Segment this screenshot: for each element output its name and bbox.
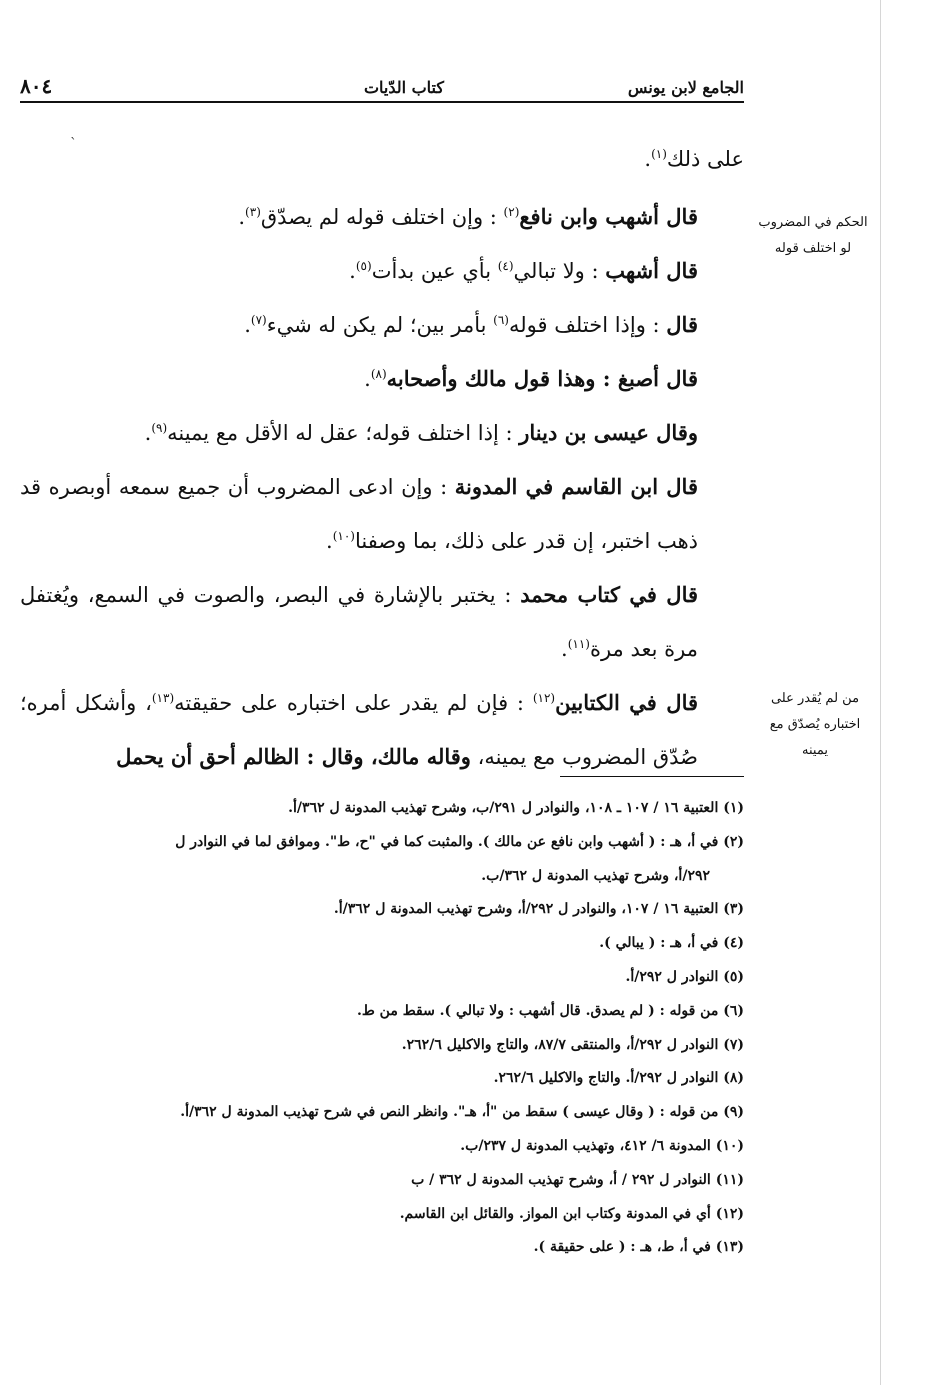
speaker: قال: [666, 312, 698, 337]
footnote: (١٣) في أ، ط، هـ : ( على حقيقة ).: [533, 1239, 744, 1256]
speaker: قال في الكتابين: [555, 690, 699, 715]
speaker: وقال عيسى بن دينار: [519, 420, 698, 445]
running-title-chapter: كتاب الدّيات: [363, 78, 444, 97]
footnote: (٦) من قوله : ( لم يصدق. قال أشهب : ولا تبالي ). سقط من ط.: [356, 1002, 744, 1019]
footnote-ref: (٣): [245, 205, 261, 219]
footnote-ref: (٨): [370, 367, 387, 381]
paragraph-8: قال في الكتابين$^{(١٢)}$ : فإن لم يقدر على اختباره على حقيقته$^{(١٣)}$، وأشكل أمره؛ صُدّق المضروب مع يمينه، وقاله مالك، وقال : الظالم أحق أن يحمل: [20, 690, 699, 769]
footnote-ref: (١٠): [332, 529, 355, 543]
footnote-ref: (٦): [493, 313, 509, 327]
footnote: (١٠) المدونة ٦/ ٤١٢، وتهذيب المدونة ل ٢٣٧/ب.: [460, 1137, 744, 1154]
paragraph-7: قال في كتاب محمد : يختبر بالإشارة في البصر، والصوت في السمع، ويُغتفل مرة بعد مرة$^{(١١)}$.: [20, 582, 699, 661]
footnote-ref: (١٣): [151, 691, 175, 705]
footnote-ref: (٤): [497, 259, 514, 273]
footnote: (٩) من قوله : ( وقال عيسى ) سقط من "أ، هـ". وانظر النص في شرح تهذيب المدونة ل ٣٦٢/أ.: [180, 1104, 744, 1121]
footnote-ref: (٢): [503, 205, 520, 219]
footnote: (٧) النوادر ل ٢٩٢/أ، والمنتقى ٨٧/٧، والتاج والاكليل ٢٦٢/٦.: [401, 1036, 744, 1053]
margin-note-2: من لم يُقدر على اختباره يُصدّق مع يمينه: [769, 691, 861, 758]
footnote: (٤) في أ، هـ : ( يبالي ).: [599, 935, 744, 952]
footnote-continuation: ٢٩٢/أ، وشرح تهذيب المدونة ل ٣٦٢/ب.: [481, 867, 710, 884]
paragraph-6: قال ابن القاسم في المدونة : وإن ادعى المضروب أن جميع سمعه أوبصره قد ذهب اختبر، إن قدر على ذلك، بما وصفنا$^{(١٠)}$.: [20, 474, 698, 553]
footnote: (١٢) أي في المدونة وكتاب ابن المواز. والقائل ابن القاسم.: [399, 1205, 744, 1222]
footnote: (٨) النوادر ل ٢٩٢/أ. والتاج والاكليل ٢٦٢/٦.: [493, 1070, 744, 1087]
speaker: قال أشهب وابن نافع: [519, 204, 698, 229]
scan-speck: `: [70, 136, 77, 152]
footnote-ref: (١١): [567, 637, 590, 651]
footnote-ref: (٩): [151, 421, 168, 435]
page-number: ٨٠٤: [20, 74, 53, 98]
speaker: قال أصبغ: [617, 366, 698, 391]
main-text: [20, 132, 744, 784]
footnote-separator: [560, 776, 744, 777]
running-title-book: الجامع لابن يونس: [627, 78, 744, 97]
footnote: (٢) في أ، هـ : ( أشهب وابن نافع عن مالك ). والمثبت كما في "ح، ط". وموافق لما في النوادر ل: [175, 833, 744, 850]
paragraph-3: قال : وإذا اختلف قوله$^{(٦)}$ بأمر بين؛ لم يكن له شيء$^{(٧)}$.: [244, 312, 698, 337]
footnote-ref: (٥): [355, 259, 372, 273]
footnote: (٣) العتبية ١٦ / ١٠٧، والنوادر ل ٢٩٢/أ، وشرح تهذيب المدونة ل ٣٦٢/أ.: [333, 901, 744, 918]
margin-note-1: الحكم في المضروب لو اختلف قوله: [758, 215, 868, 256]
footnote: (١) العتبية ١٦ / ١٠٧ ـ ١٠٨، والنوادر ل ٢٩١/ب، وشرح تهذيب المدونة ل ٣٦٢/أ.: [288, 800, 744, 816]
paragraph-0: على ذلك$^{(١)}$.: [644, 147, 744, 171]
footnote: (١١) النوادر ل ٢٩٢ / أ، وشرح تهذيب المدونة ل ٣٦٢ / ب: [411, 1171, 744, 1188]
footnotes: [20, 792, 744, 1265]
paragraph-1: قال أشهب وابن نافع$^{(٢)}$ : وإن اختلف قوله لم يصدّق$^{(٣)}$.: [238, 204, 698, 229]
scan-edge-line: [880, 0, 881, 1385]
footnote-ref: (٧): [250, 313, 267, 327]
footnote-ref: (١٢): [532, 691, 556, 705]
speaker: قال ابن القاسم في المدونة: [454, 474, 698, 499]
paragraph-2: قال أشهب : ولا تبالي$^{(٤)}$ بأي عين بدأت$^{(٥)}$.: [349, 258, 698, 283]
footnote: (٥) النوادر ل ٢٩٢/أ.: [625, 968, 744, 985]
paragraph-4: قال أصبغ : وهذا قول مالك وأصحابه$^{(٨)}$.: [364, 366, 698, 391]
speaker: قال أشهب: [605, 258, 698, 283]
speaker: قال في كتاب محمد: [520, 582, 699, 607]
header-rule: [20, 101, 744, 103]
footnote-ref: (١): [651, 147, 667, 161]
paragraph-5: وقال عيسى بن دينار : إذا اختلف قوله؛ عقل له الأقل مع يمينه$^{(٩)}$.: [144, 420, 698, 445]
page-header: [20, 74, 744, 100]
